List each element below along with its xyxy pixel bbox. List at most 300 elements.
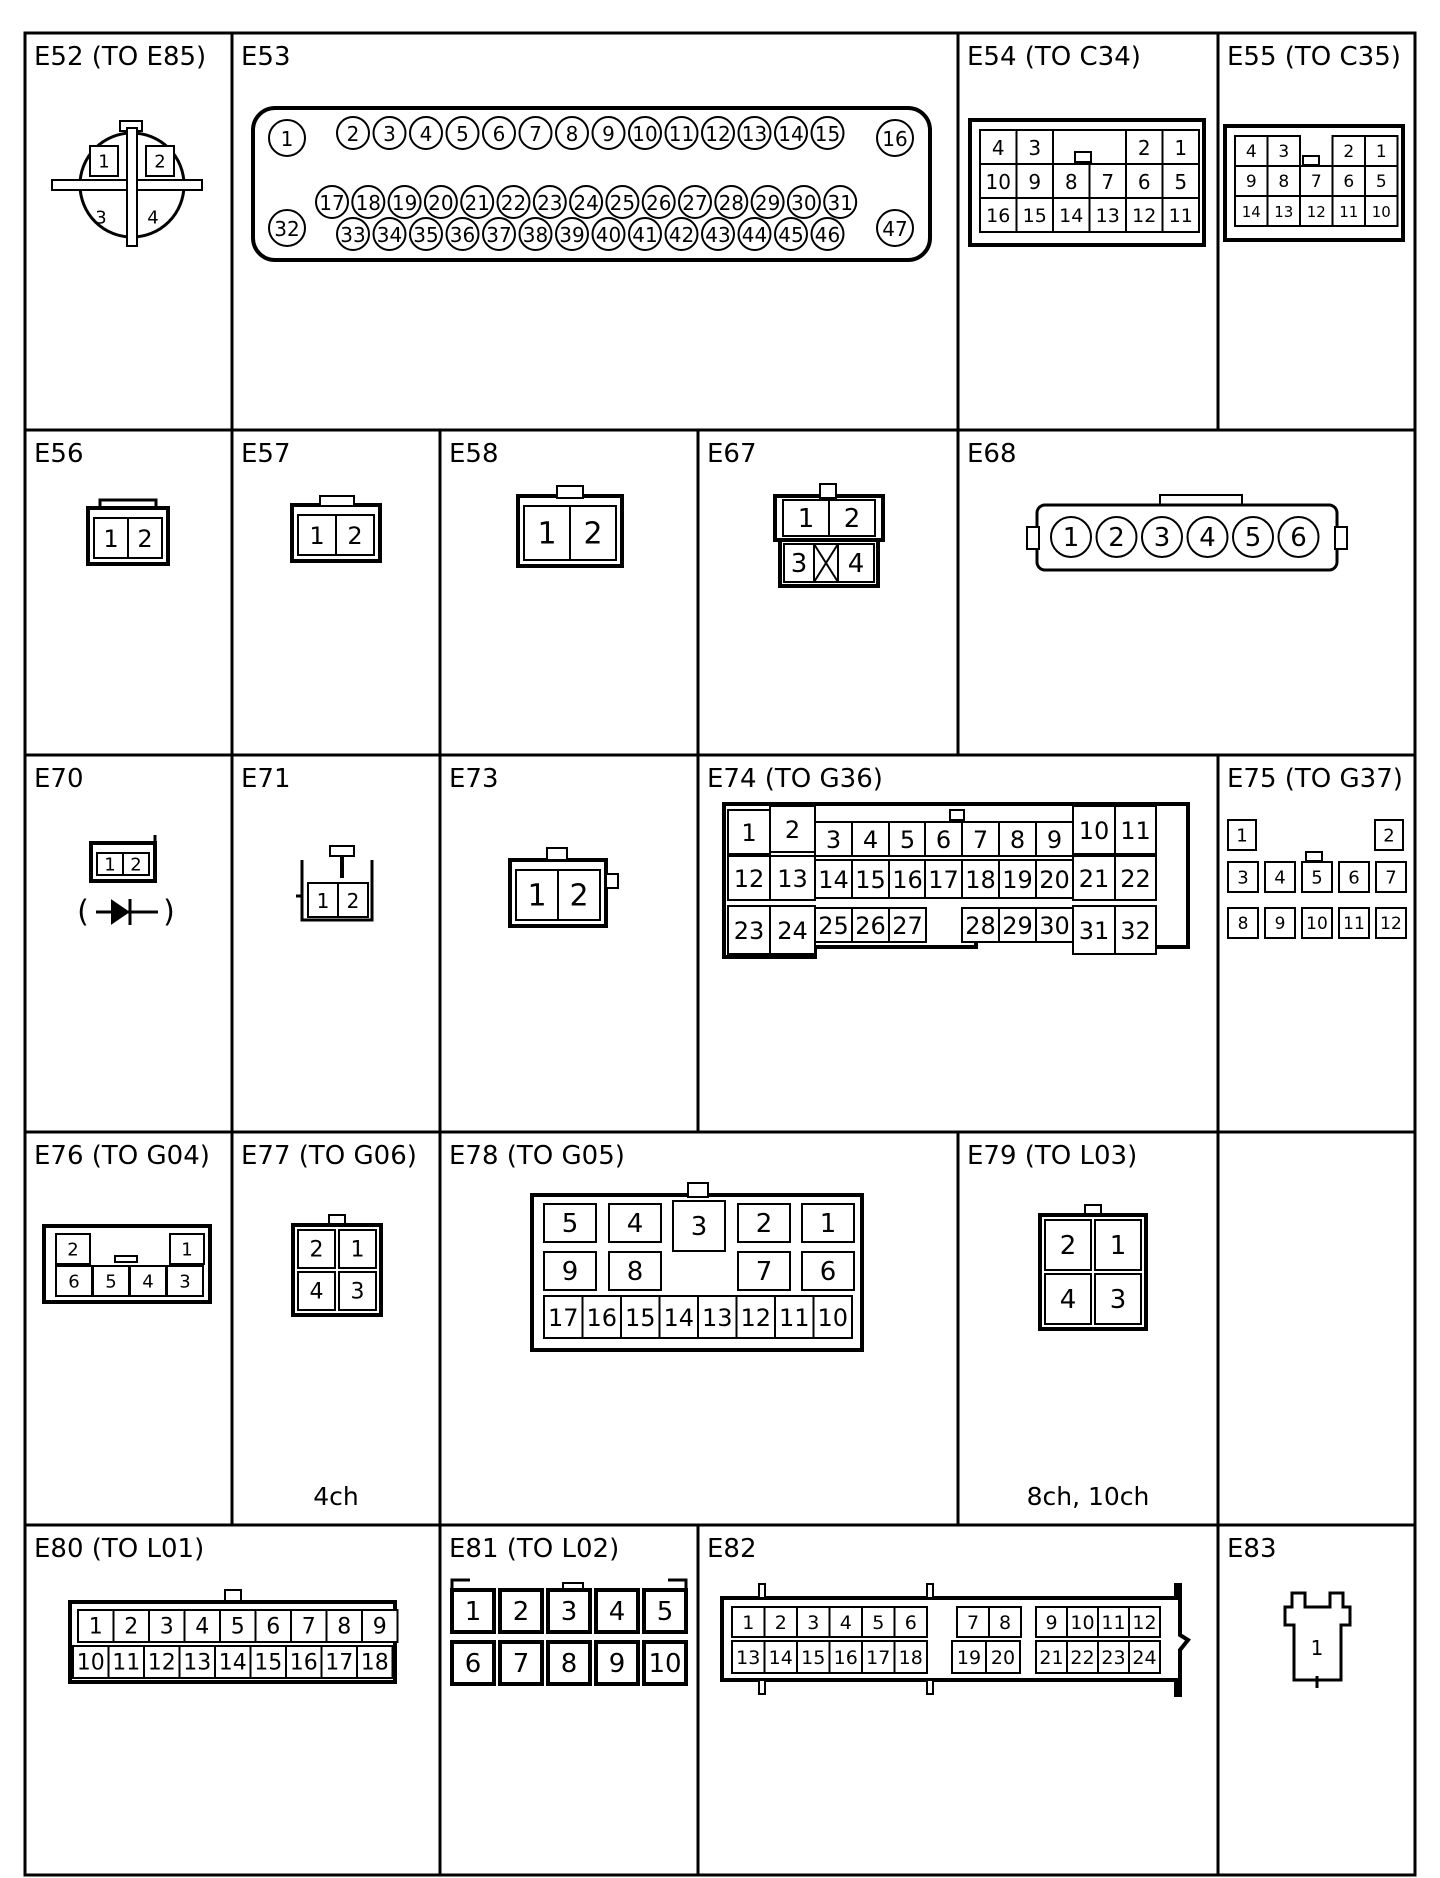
connector-e81 bbox=[452, 1580, 686, 1684]
pin-label: 6 bbox=[1348, 867, 1360, 889]
diode-icon bbox=[112, 901, 128, 923]
cell-label-e83: E83 bbox=[1227, 1534, 1277, 1564]
pin-label: 5 bbox=[872, 1612, 885, 1634]
pin-label: 1 bbox=[742, 1612, 755, 1634]
pin-label: 11 bbox=[778, 1304, 810, 1332]
pin-label: 12 bbox=[1306, 203, 1326, 221]
pin-label: 29 bbox=[1002, 912, 1033, 940]
latch bbox=[1303, 156, 1319, 165]
pin-label: 1 bbox=[316, 889, 330, 913]
pin-label: 2 bbox=[346, 122, 360, 146]
pin-label: 4 bbox=[1274, 867, 1286, 889]
pin-label: 5 bbox=[561, 1209, 579, 1239]
pin-label: 6 bbox=[819, 1257, 837, 1287]
pin-label: 5 bbox=[230, 1614, 245, 1640]
cell-label-e54: E54 (TO C34) bbox=[967, 42, 1141, 72]
pin-label: 43 bbox=[705, 223, 731, 247]
pin-label: 18 bbox=[360, 1650, 389, 1676]
latch bbox=[668, 1580, 686, 1588]
latch bbox=[950, 810, 964, 820]
pin-label: 7 bbox=[1101, 170, 1115, 194]
pin-label: 4 bbox=[1199, 523, 1216, 553]
pin-label: 8 bbox=[626, 1257, 644, 1287]
pin-label: 9 bbox=[1045, 1612, 1058, 1634]
pin-label: 1 bbox=[350, 1237, 365, 1263]
pin-label: 24 bbox=[777, 917, 808, 945]
cell-label-e76: E76 (TO G04) bbox=[34, 1141, 210, 1171]
pin-label: 8 bbox=[560, 1649, 578, 1679]
pin-label: 2 bbox=[755, 1209, 773, 1239]
pin-label: 3 bbox=[825, 826, 842, 854]
pin-label: 7 bbox=[529, 122, 542, 146]
pin-label: 5 bbox=[105, 1271, 117, 1293]
pin-label: 47 bbox=[882, 217, 908, 241]
pin-label: 4 bbox=[1059, 1285, 1077, 1315]
pin-label: 2 bbox=[154, 151, 166, 173]
pin-label: 22 bbox=[500, 191, 527, 215]
latch bbox=[1306, 852, 1322, 861]
pin-label: 3 bbox=[1153, 523, 1171, 553]
pin-label: 1 bbox=[181, 1239, 193, 1261]
pin-label: 4 bbox=[626, 1209, 644, 1239]
pin-label: 13 bbox=[1274, 203, 1294, 221]
pin-label: 27 bbox=[682, 191, 708, 215]
pin-label: 3 bbox=[1109, 1285, 1127, 1315]
pin-label: 2 bbox=[774, 1612, 787, 1634]
paren-icon: ) bbox=[163, 894, 175, 930]
pin-label: 7 bbox=[1310, 172, 1322, 192]
pin-label: 12 bbox=[1132, 1612, 1157, 1634]
pin-label: 15 bbox=[814, 122, 841, 146]
pin-label: 7 bbox=[966, 1612, 980, 1634]
pin-label: 11 bbox=[1343, 914, 1365, 934]
pin-label: 13 bbox=[1095, 205, 1120, 227]
pin-label: 14 bbox=[663, 1304, 695, 1332]
pin-label: 28 bbox=[965, 912, 996, 940]
pin-label: 42 bbox=[668, 223, 695, 247]
connector-e83 bbox=[1285, 1593, 1350, 1688]
pin-label: 17 bbox=[928, 866, 959, 894]
connector-e52 bbox=[52, 121, 202, 246]
pin-label: 14 bbox=[818, 866, 849, 894]
pin-label: 10 bbox=[985, 170, 1011, 194]
pin-label: 8 bbox=[565, 122, 579, 146]
pin-label: 1 bbox=[741, 819, 757, 847]
pin-label: 10 bbox=[648, 1649, 682, 1679]
pin-label: 4 bbox=[309, 1279, 324, 1305]
pin-label: 2 bbox=[1137, 136, 1151, 160]
pin-label: 3 bbox=[790, 549, 808, 579]
pin-label: 4 bbox=[991, 136, 1005, 160]
pin-label: 18 bbox=[898, 1647, 923, 1669]
latch bbox=[927, 1584, 933, 1598]
pin-label: 10 bbox=[817, 1304, 849, 1332]
pin-label: 1 bbox=[1062, 523, 1080, 553]
pin-label: 1 bbox=[88, 1614, 103, 1640]
pin-label: 1 bbox=[1375, 142, 1387, 162]
pin-label: 2 bbox=[512, 1597, 530, 1627]
pin-label: 10 bbox=[1070, 1612, 1095, 1634]
latch bbox=[759, 1584, 765, 1598]
pin-label: 5 bbox=[656, 1597, 674, 1627]
pin-label: 16 bbox=[833, 1647, 858, 1669]
pin-label: 1 bbox=[1174, 136, 1188, 160]
connector-e75 bbox=[1228, 820, 1406, 938]
pin-label: 3 bbox=[350, 1279, 365, 1305]
latch bbox=[606, 874, 618, 888]
pin-label: 24 bbox=[573, 191, 599, 215]
pin-label: 3 bbox=[1028, 136, 1042, 160]
cell-label-e79: E79 (TO L03) bbox=[967, 1141, 1138, 1171]
connector-e68 bbox=[1027, 495, 1347, 570]
pin-label: 4 bbox=[195, 1614, 210, 1640]
pin-label: 11 bbox=[112, 1650, 141, 1676]
pin-label: 14 bbox=[778, 122, 804, 146]
cell-label-e67: E67 bbox=[707, 439, 757, 469]
connector-e73 bbox=[510, 848, 618, 926]
pin-label: 16 bbox=[882, 127, 908, 151]
pin-label: 15 bbox=[624, 1304, 656, 1332]
pin-label: 31 bbox=[827, 191, 853, 215]
pin-label: 6 bbox=[492, 122, 506, 146]
pin-label: 12 bbox=[733, 865, 765, 893]
pin-label: 5 bbox=[456, 122, 469, 146]
pin-label: 1 bbox=[309, 522, 325, 550]
connector-e70 bbox=[77, 835, 175, 930]
pin-label: 7 bbox=[301, 1614, 316, 1640]
pin-label: 25 bbox=[609, 191, 636, 215]
pin-label: 6 bbox=[68, 1271, 80, 1293]
pin-label: 2 bbox=[130, 854, 142, 876]
pin-label: 21 bbox=[1078, 865, 1110, 893]
pin-label: 18 bbox=[355, 191, 382, 215]
pin-label: 9 bbox=[1046, 826, 1063, 854]
pin-label: 8 bbox=[337, 1614, 352, 1640]
pin-label: 2 bbox=[67, 1239, 79, 1261]
pin-label: 5 bbox=[1375, 172, 1387, 192]
cell-label-e77: E77 (TO G06) bbox=[241, 1141, 417, 1171]
pin-label: 30 bbox=[791, 191, 817, 215]
pin-label: 2 bbox=[784, 816, 801, 844]
pin-label: 29 bbox=[754, 191, 781, 215]
pin-label: 7 bbox=[512, 1649, 530, 1679]
pin-label: 4 bbox=[862, 826, 879, 854]
connector-e76 bbox=[44, 1226, 210, 1302]
pin-label: 1 bbox=[819, 1209, 837, 1239]
pin-label: 3 bbox=[560, 1597, 578, 1627]
cell-label-e75: E75 (TO G37) bbox=[1227, 764, 1403, 794]
pin-label: 27 bbox=[892, 912, 923, 940]
pin-label: 9 bbox=[1274, 914, 1286, 934]
pin-label: 4 bbox=[142, 1271, 154, 1293]
connector-e58 bbox=[518, 486, 622, 566]
pin-label: 23 bbox=[733, 917, 765, 945]
latch bbox=[820, 484, 836, 498]
pin-label: 3 bbox=[95, 207, 107, 229]
pin-label: 12 bbox=[1380, 914, 1402, 934]
pin-label: 40 bbox=[595, 223, 622, 247]
flange-bar bbox=[127, 128, 137, 246]
pin-label: 14 bbox=[768, 1647, 793, 1669]
latch bbox=[688, 1183, 708, 1197]
pin-label: 5 bbox=[1311, 867, 1323, 889]
connector-e56 bbox=[88, 500, 168, 564]
pin-label: 32 bbox=[274, 217, 300, 241]
pin-label: 3 bbox=[383, 122, 396, 146]
pin-label: 6 bbox=[904, 1612, 917, 1634]
pin-label: 15 bbox=[801, 1647, 826, 1669]
pin-label: 10 bbox=[1306, 914, 1328, 934]
pin-label: 31 bbox=[1078, 917, 1110, 945]
pin-label: 6 bbox=[464, 1649, 482, 1679]
cell-label-e55: E55 (TO C35) bbox=[1227, 42, 1401, 72]
pin-label: 17 bbox=[866, 1647, 891, 1669]
pin-label: 8 bbox=[1237, 914, 1249, 934]
latch bbox=[1075, 152, 1091, 162]
pin-label: 15 bbox=[254, 1650, 283, 1676]
pin-label: 28 bbox=[718, 191, 745, 215]
latch bbox=[927, 1680, 933, 1694]
pin-label: 14 bbox=[1059, 205, 1084, 227]
pin-label: 16 bbox=[289, 1650, 318, 1676]
pin-label: 1 bbox=[1236, 825, 1248, 847]
pin-label: 17 bbox=[319, 191, 345, 215]
pin-label: 2 bbox=[309, 1237, 324, 1263]
latch bbox=[759, 1680, 765, 1694]
pin-label: 11 bbox=[1168, 205, 1193, 227]
pin-label: 36 bbox=[449, 223, 476, 247]
pin-label: 1 bbox=[1310, 1636, 1324, 1660]
cell-label-e73: E73 bbox=[449, 764, 499, 794]
pin-label: 3 bbox=[179, 1271, 191, 1293]
pin-label: 20 bbox=[1039, 866, 1070, 894]
pin-label: 10 bbox=[76, 1650, 105, 1676]
pin-label: 16 bbox=[986, 205, 1011, 227]
pin-label: 2 bbox=[347, 522, 363, 550]
connector-e71 bbox=[296, 846, 372, 920]
connector-e79 bbox=[1040, 1205, 1146, 1329]
pin-label: 26 bbox=[855, 912, 886, 940]
paren-icon: ( bbox=[77, 894, 89, 930]
pin-label: 22 bbox=[1070, 1647, 1095, 1669]
pin-label: 9 bbox=[608, 1649, 626, 1679]
pin-label: 45 bbox=[778, 223, 804, 247]
pin-label: 22 bbox=[1120, 865, 1151, 893]
pin-label: 12 bbox=[740, 1304, 772, 1332]
tab bbox=[1027, 527, 1039, 549]
connector-e74 bbox=[724, 804, 1188, 957]
pin-label: 6 bbox=[266, 1614, 281, 1640]
pin-label: 1 bbox=[103, 525, 119, 553]
pin-label: 1 bbox=[104, 854, 116, 876]
pin-label: 44 bbox=[741, 223, 768, 247]
latch bbox=[547, 848, 567, 860]
latch bbox=[115, 1256, 137, 1262]
pin-label: 13 bbox=[701, 1304, 733, 1332]
cell-label-e58: E58 bbox=[449, 439, 499, 469]
pin-label: 2 bbox=[124, 1614, 139, 1640]
pin-label: 46 bbox=[814, 223, 841, 247]
pin-label: 7 bbox=[755, 1257, 773, 1287]
pin-label: 34 bbox=[376, 223, 403, 247]
pin-label: 32 bbox=[1120, 917, 1151, 945]
cell-label-e82: E82 bbox=[707, 1534, 757, 1564]
pin-label: 13 bbox=[736, 1647, 761, 1669]
latch bbox=[557, 486, 583, 498]
pin-label: 10 bbox=[1078, 817, 1110, 845]
pin-label: 39 bbox=[559, 223, 585, 247]
pin-label: 3 bbox=[1237, 867, 1249, 889]
pin-label: 14 bbox=[218, 1650, 247, 1676]
pin-label: 2 bbox=[569, 878, 589, 914]
pin-label: 11 bbox=[668, 122, 695, 146]
pin-label: 7 bbox=[1385, 867, 1397, 889]
pin-label: 19 bbox=[391, 191, 418, 215]
cell-label-e70: E70 bbox=[34, 764, 84, 794]
pin-label: 6 bbox=[1290, 523, 1307, 553]
pin-label: 17 bbox=[547, 1304, 579, 1332]
pin-label: 25 bbox=[818, 912, 849, 940]
pin-label: 38 bbox=[522, 223, 549, 247]
cell-label-e78: E78 (TO G05) bbox=[449, 1141, 625, 1171]
pin-label: 21 bbox=[464, 191, 490, 215]
pin-label: 24 bbox=[1132, 1647, 1157, 1669]
connector-e55 bbox=[1225, 126, 1403, 240]
connector-e57 bbox=[292, 496, 380, 561]
latch bbox=[330, 846, 354, 856]
cell-label-e74: E74 (TO G36) bbox=[707, 764, 883, 794]
pin-label: 2 bbox=[346, 889, 360, 913]
pin-label: 7 bbox=[972, 826, 989, 854]
pin-label: 3 bbox=[807, 1612, 820, 1634]
pin-label: 1 bbox=[527, 878, 547, 914]
cell-label-e80: E80 (TO L01) bbox=[34, 1534, 205, 1564]
pin-label: 16 bbox=[892, 866, 923, 894]
pin-label: 15 bbox=[855, 866, 886, 894]
pin-label: 6 bbox=[1137, 170, 1151, 194]
pin-label: 4 bbox=[839, 1612, 852, 1634]
pin-label: 1 bbox=[1109, 1231, 1127, 1261]
pin-label: 9 bbox=[561, 1257, 579, 1287]
pin-label: 21 bbox=[1039, 1647, 1064, 1669]
cell-label-e81: E81 (TO L02) bbox=[449, 1534, 620, 1564]
pin-label: 6 bbox=[1343, 172, 1355, 192]
pin-label: 2 bbox=[1059, 1231, 1077, 1261]
pin-label: 13 bbox=[741, 122, 768, 146]
pin-label: 3 bbox=[1278, 142, 1290, 162]
pin-label: 2 bbox=[137, 525, 153, 553]
tab bbox=[1335, 527, 1347, 549]
pin-label: 17 bbox=[325, 1650, 354, 1676]
pin-label: 2 bbox=[1343, 142, 1355, 162]
cell-note-e79: 8ch, 10ch bbox=[1026, 1482, 1150, 1511]
pin-label: 10 bbox=[1371, 203, 1391, 221]
pin-label: 2 bbox=[843, 504, 861, 534]
pin-label: 9 bbox=[602, 122, 615, 146]
pin-label: 9 bbox=[1028, 170, 1042, 194]
cell-label-e56: E56 bbox=[34, 439, 84, 469]
pin-label: 6 bbox=[935, 826, 952, 854]
pin-label: 3 bbox=[159, 1614, 174, 1640]
pin-label: 1 bbox=[280, 127, 294, 151]
pin-label: 8 bbox=[1278, 172, 1290, 192]
connector-e67 bbox=[775, 484, 883, 586]
pin-label: 11 bbox=[1101, 1612, 1126, 1634]
pin-label: 10 bbox=[632, 122, 658, 146]
pin-label: 3 bbox=[690, 1212, 708, 1242]
cell-label-e68: E68 bbox=[967, 439, 1017, 469]
pin-label: 4 bbox=[147, 207, 159, 229]
connector-e82 bbox=[722, 1584, 1188, 1695]
pin-label: 12 bbox=[705, 122, 731, 146]
connector-e77 bbox=[293, 1215, 381, 1315]
pin-label: 5 bbox=[899, 826, 916, 854]
pin-label: 41 bbox=[632, 223, 658, 247]
pin-label: 1 bbox=[464, 1597, 482, 1627]
pin-label: 12 bbox=[1132, 205, 1157, 227]
pin-label: 2 bbox=[1108, 523, 1125, 553]
pin-label: 1 bbox=[797, 504, 815, 534]
pin-label: 15 bbox=[1022, 205, 1047, 227]
pin-label: 8 bbox=[998, 1612, 1012, 1634]
pin-label: 13 bbox=[183, 1650, 212, 1676]
pin-label: 19 bbox=[956, 1647, 982, 1669]
connector-e53 bbox=[253, 108, 930, 260]
pin-label: 20 bbox=[990, 1647, 1016, 1669]
pin-label: 14 bbox=[1241, 203, 1261, 221]
latch bbox=[452, 1580, 470, 1588]
connector-drawings bbox=[44, 108, 1406, 1695]
pin-label: 18 bbox=[965, 866, 996, 894]
pin-label: 37 bbox=[486, 223, 512, 247]
pin-label: 23 bbox=[537, 191, 563, 215]
pin-label: 8 bbox=[1009, 826, 1026, 854]
cell-label-e57: E57 bbox=[241, 439, 291, 469]
connector-e54 bbox=[970, 120, 1204, 245]
pin-label: 4 bbox=[847, 549, 865, 579]
pin-label: 11 bbox=[1339, 203, 1359, 221]
pin-label: 26 bbox=[645, 191, 672, 215]
pin-label: 5 bbox=[1174, 170, 1188, 194]
pin-label: 19 bbox=[1002, 866, 1033, 894]
pin-label: 20 bbox=[428, 191, 454, 215]
pin-label: 4 bbox=[419, 122, 433, 146]
pin-label: 2 bbox=[583, 516, 603, 552]
pin-label: 12 bbox=[147, 1650, 176, 1676]
pin-label: 11 bbox=[1120, 817, 1151, 845]
pin-label: 9 bbox=[372, 1614, 387, 1640]
pin-label: 30 bbox=[1039, 912, 1070, 940]
latch bbox=[320, 496, 354, 506]
cell-label-e71: E71 bbox=[241, 764, 291, 794]
pin-label: 35 bbox=[413, 223, 439, 247]
cell-label-e52: E52 (TO E85) bbox=[34, 42, 207, 72]
pin-label: 2 bbox=[1383, 825, 1395, 847]
cell-note-e77: 4ch bbox=[313, 1482, 359, 1511]
pin-label: 13 bbox=[777, 865, 808, 893]
pin-label: 5 bbox=[1244, 523, 1262, 553]
pin-label: 4 bbox=[608, 1597, 626, 1627]
pin-label: 4 bbox=[1245, 142, 1257, 162]
pin-label: 8 bbox=[1064, 170, 1078, 194]
cell-label-e53: E53 bbox=[241, 42, 291, 72]
pin-label: 33 bbox=[340, 223, 366, 247]
connector-e80 bbox=[70, 1590, 398, 1682]
pin-label: 9 bbox=[1245, 172, 1257, 192]
pin-label: 16 bbox=[586, 1304, 618, 1332]
pin-label: 1 bbox=[537, 516, 557, 552]
pin-label: 1 bbox=[98, 151, 110, 173]
